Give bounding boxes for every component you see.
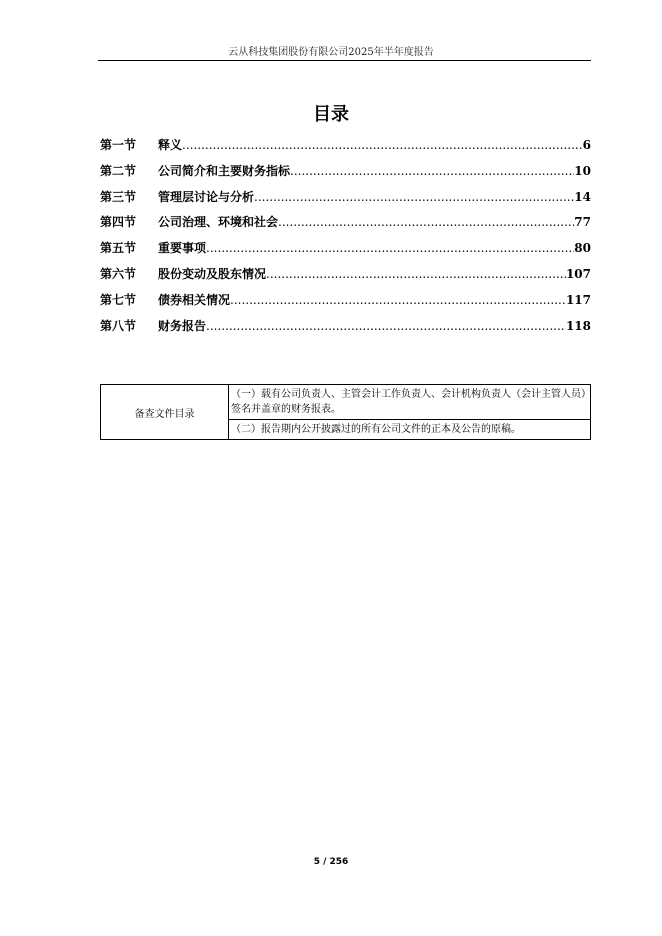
- toc-section-name: 债券相关情况: [158, 292, 231, 307]
- toc-section-name: 释义: [158, 138, 183, 152]
- toc-page-number: 77: [574, 215, 591, 230]
- toc-leader-dots: [230, 293, 566, 307]
- toc-section-number: 第七节: [100, 292, 137, 307]
- toc-section-name: 重要事项: [158, 241, 207, 256]
- toc-entry[interactable]: [100, 136, 591, 162]
- toc-page-number: 107: [565, 266, 591, 281]
- toc-leader-dots: [266, 267, 566, 281]
- toc-section-name: 股份变动及股东情况: [158, 266, 267, 281]
- toc-section-number: 第二节: [100, 163, 137, 178]
- toc-entry[interactable]: [100, 317, 591, 343]
- toc-section-number: 第六节: [100, 266, 137, 281]
- toc-entry[interactable]: [100, 291, 591, 317]
- toc-page-number: 80: [574, 241, 591, 256]
- toc-page-number: 118: [565, 318, 591, 333]
- toc-page-number: 14: [574, 189, 591, 204]
- page-header-title: 云从科技集团股份有限公司2025年半年度报告: [228, 47, 434, 58]
- toc-entry[interactable]: [100, 239, 591, 265]
- toc-entry[interactable]: [100, 213, 591, 239]
- toc-section-name: 公司简介和主要财务指标: [158, 163, 291, 178]
- toc-entry[interactable]: [100, 265, 591, 291]
- toc-section-number: 第八节: [100, 318, 137, 333]
- reference-document-item: （一）载有公司负责人、主管会计工作负责人、会计机构负责人（会计主管人员）签名并盖章的财务报表。: [229, 385, 591, 420]
- toc-page-number: 6: [582, 138, 591, 152]
- toc-leader-dots: [278, 215, 574, 229]
- toc-section-number: 第一节: [100, 138, 137, 152]
- toc-page-number: 117: [565, 292, 591, 307]
- toc-section-number: 第四节: [100, 215, 137, 230]
- toc-leader-dots: [206, 241, 574, 255]
- toc-section-name: 管理层讨论与分析: [158, 189, 255, 204]
- page-number-indicator: 5 / 256: [313, 857, 349, 867]
- toc-entry[interactable]: [100, 188, 591, 214]
- toc-leader-dots: [182, 138, 583, 152]
- table-of-contents: [100, 136, 591, 342]
- toc-page-number: 10: [574, 163, 591, 178]
- reference-documents-label: 备查文件目录: [101, 385, 229, 440]
- toc-section-name: 财务报告: [158, 318, 207, 333]
- toc-section-number: 第三节: [100, 189, 137, 204]
- toc-title: 目录: [313, 104, 349, 125]
- toc-leader-dots: [206, 319, 566, 333]
- toc-entry[interactable]: [100, 162, 591, 188]
- toc-section-number: 第五节: [100, 241, 137, 256]
- reference-document-item: （二）报告期内公开披露过的所有公司文件的正本及公告的原稿。: [229, 420, 591, 440]
- toc-leader-dots: [290, 164, 574, 178]
- toc-section-name: 公司治理、环境和社会: [158, 215, 279, 230]
- toc-leader-dots: [254, 190, 574, 204]
- reference-documents-table: [100, 384, 591, 440]
- header-divider: [98, 60, 591, 61]
- table-row: [101, 385, 591, 420]
